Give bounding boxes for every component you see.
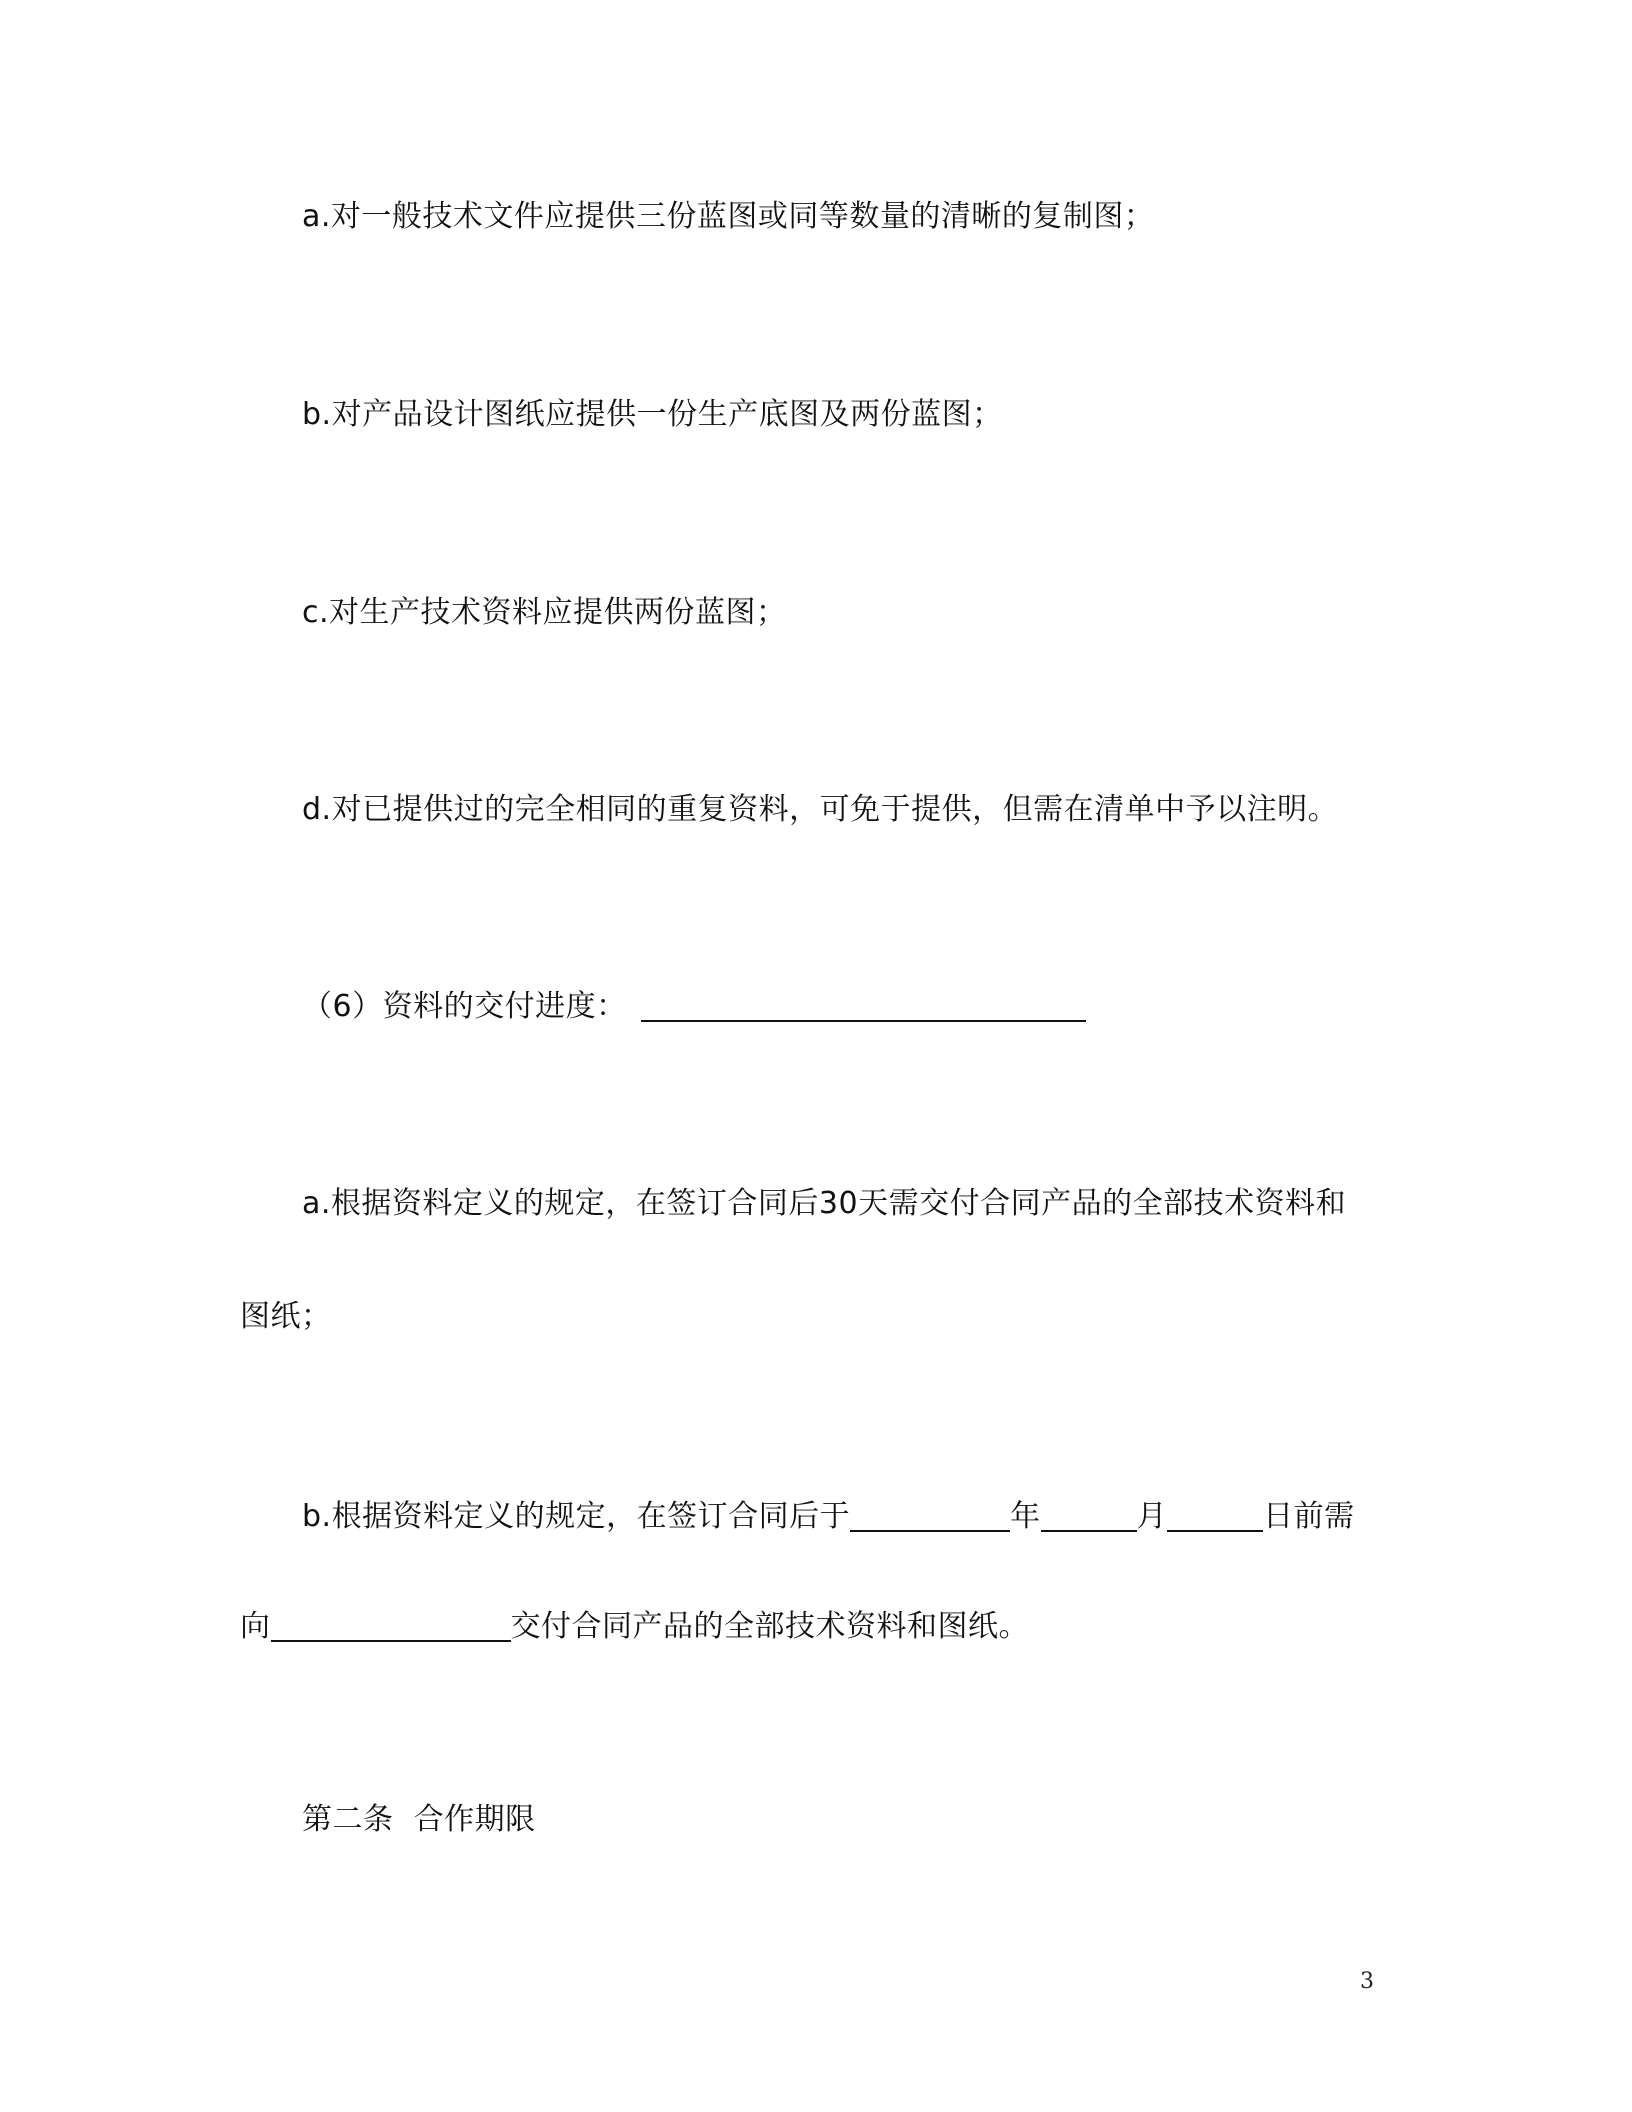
- day-blank: [1167, 1500, 1263, 1532]
- schedule-item-a-line-2: 图纸；: [240, 1299, 332, 1334]
- list-item-a-technical-documents: a.对一般技术文件应提供三份蓝图或同等数量的清晰的复制图；: [302, 199, 1155, 234]
- list-item-b-design-drawings: b.对产品设计图纸应提供一份生产底图及两份蓝图；: [302, 397, 1003, 432]
- section-6-label: （6）资料的交付进度：: [302, 989, 627, 1024]
- section-6-delivery-schedule: [302, 987, 1086, 1027]
- list-item-d-duplicate-materials: d.对已提供过的完全相同的重复资料，可免于提供，但需在清单中予以注明。: [302, 792, 1339, 827]
- month-blank: [1041, 1500, 1137, 1532]
- page-number: 3: [1360, 1969, 1374, 1994]
- delivery-schedule-blank: [641, 990, 1086, 1022]
- schedule-b-text: b.根据资料定义的规定，在签订合同后于: [302, 1499, 851, 1534]
- year-label: 年: [1010, 1499, 1041, 1534]
- recipient-suffix: 交付合同产品的全部技术资料和图纸。: [510, 1609, 1029, 1644]
- schedule-item-b-line-1: [302, 1497, 1355, 1537]
- schedule-item-a-line-1: a.根据资料定义的规定，在签订合同后30天需交付合同产品的全部技术资料和: [302, 1186, 1347, 1221]
- recipient-prefix: 向: [240, 1609, 271, 1644]
- day-label: 日前需: [1263, 1499, 1355, 1534]
- recipient-blank: [271, 1610, 511, 1642]
- year-blank: [850, 1500, 1010, 1532]
- schedule-item-b-line-2: [240, 1607, 1029, 1647]
- list-item-c-production-materials: c.对生产技术资料应提供两份蓝图；: [302, 595, 787, 630]
- article-2-heading: 第二条 合作期限: [302, 1802, 536, 1837]
- month-label: 月: [1136, 1499, 1168, 1534]
